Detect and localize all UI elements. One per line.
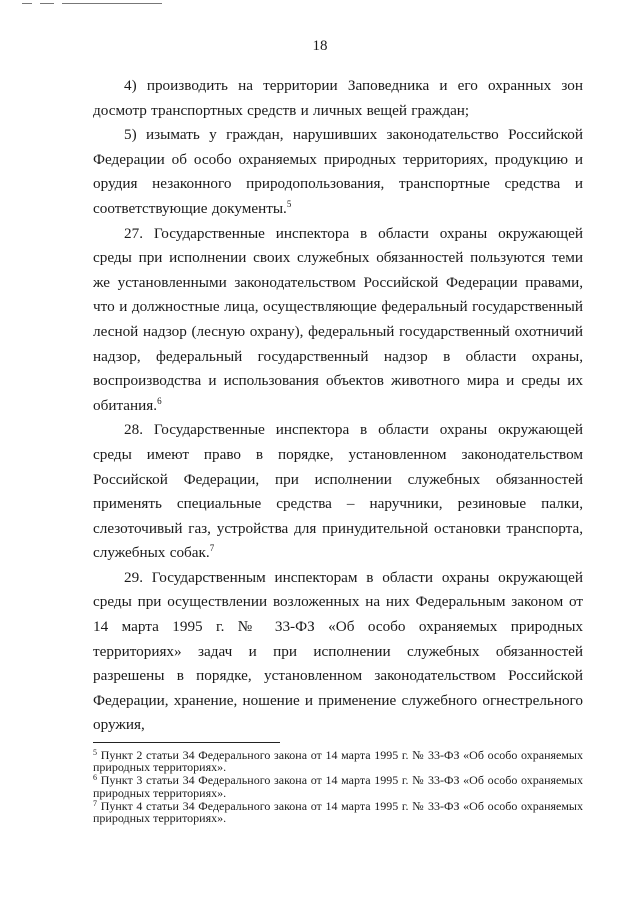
paragraph-28 [93, 418, 583, 566]
body-text [93, 74, 583, 738]
scan-artifact-line [40, 3, 54, 4]
paragraph-item-4 [93, 74, 583, 123]
paragraph-29 [93, 566, 583, 738]
footnote-ref: 6 [157, 395, 162, 406]
paragraph-text: 4) производить на территории Заповедника и его охранных зон досмотр транспортных средств и личных вещей граждан; [93, 77, 583, 119]
footnote-text: Пункт 4 статьи 34 Федерального закона от 14 марта 1995 г. № 33-ФЗ «Об особо охраняемых природных территориях». [93, 798, 583, 826]
footnote-6 [93, 774, 583, 798]
footnote-separator [93, 742, 280, 743]
footnote-mark: 6 [93, 773, 97, 783]
footnote-ref: 5 [286, 198, 292, 209]
paragraph-text: 28. Государственные инспектора в области охраны окружающей среды имеют право в порядке, установленном законодательством Российской Федерации, при исполнении служебных обязанностей применять специальные средства – наручники, резиновые палки, слезоточивый газ, устройства для принудительной остановки транспорта, служебных собак. [93, 421, 583, 562]
footnotes [93, 749, 583, 824]
footnote-text: Пункт 3 статьи 34 Федерального закона от 14 марта 1995 г. № 33-ФЗ «Об особо охраняемых природных территориях». [93, 773, 583, 800]
footnote-mark: 7 [93, 798, 97, 808]
footnote-7 [93, 800, 583, 824]
page-number: 18 [312, 38, 328, 54]
paragraph-27 [93, 222, 583, 419]
footnote-ref: 7 [209, 543, 215, 554]
paragraph-item-5 [93, 123, 583, 221]
footnote-5 [93, 749, 583, 773]
footnote-mark: 5 [93, 748, 97, 757]
scan-artifact-line [22, 3, 32, 4]
paragraph-text: 29. Государственным инспекторам в области охраны окружающей среды при осуществлении возложенных на них Федеральным законом от 14 марта 1995 г. № 33-ФЗ «Об особо охраняемых природных территориях» задач и при исполнении служебных обязанностей разрешены в порядке, установленном законодательством Российской Федерации, хранение, ношение и применение служебного огнестрельного оружия, [93, 568, 583, 734]
paragraph-text: 5) изымать у граждан, нарушивших законодательство Российской Федерации об особо охраняемых природных территориях, продукцию и орудия незаконного природопользования, транспортные средства и соответствующие документы. [93, 126, 583, 217]
paragraph-text: 27. Государственные инспектора в области охраны окружающей среды при исполнении своих служебных обязанностей пользуются теми же установленными законодательством Российской Федерации правами, что и должностные лица, осуществляющие федеральный государственный лесной надзор (лесную охрану), федеральный государственный охотничий надзор, федеральный государственный надзор в области охраны, воспроизводства и использования объектов животного мира и среды их обитания. [93, 224, 583, 414]
footnote-text: Пункт 2 статьи 34 Федерального закона от 14 марта 1995 г. № 33-ФЗ «Об особо охраняемых природных территориях». [93, 748, 583, 775]
scan-artifact-line [62, 3, 162, 4]
